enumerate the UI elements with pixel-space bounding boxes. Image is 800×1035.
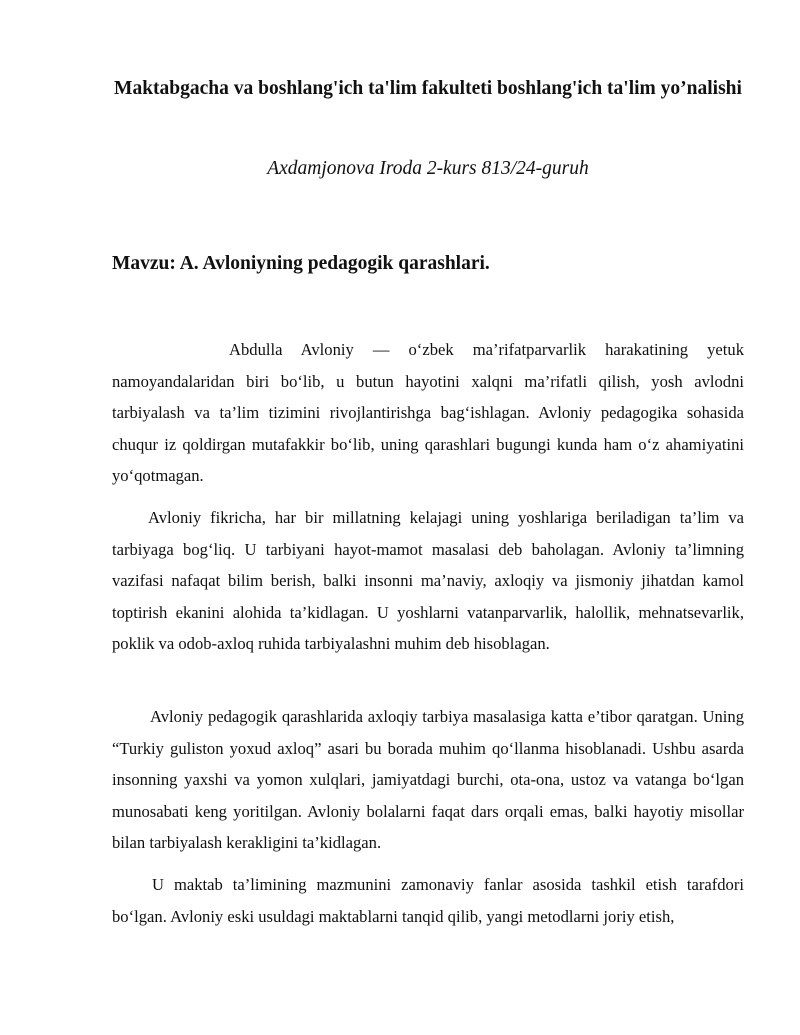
paragraph: Abdulla Avloniy — o‘zbek ma’rifatparvarlik harakatining yetuk namoyandalaridan biri bo‘lib, u butun hayotini xalqni ma’rifatli qilish, yosh avlodni tarbiyalash va ta’lim tizimini rivojlantirishga bag‘ishlagan. Avloniy pedagogika sohasida chuqur iz qoldirgan mutafakkir bo‘lib, uning qarashlari bugungi kunda ham o‘z ahamiyatini yo‘qotmagan. [112, 340, 744, 486]
topic-heading: Mavzu: A. Avloniyning pedagogik qarashlari. [112, 253, 490, 274]
author-line: Axdamjonova Iroda 2-kurs 813/24-guruh [267, 158, 589, 179]
document-title: Maktabgacha va boshlang'ich ta'lim fakulteti boshlang'ich ta'lim yo’nalishi [114, 78, 742, 99]
paragraph: Avloniy fikricha, har bir millatning kelajagi uning yoshlariga beriladigan ta’lim va tarbiyaga bog‘liq. U tarbiyani hayot-mamot masalasi deb baholagan. Avloniy ta’limning vazifasi nafaqat bilim berish, balki insonni ma’naviy, axloqiy va jismoniy jihatdan kamol toptirish ekanini alohida ta’kidlagan. U yoshlarni vatanparvarlik, halollik, mehnatsevarlik, poklik va odob-axloq ruhida tarbiyalashni muhim deb hisoblagan. [112, 508, 744, 654]
paragraph: U maktab ta’limining mazmunini zamonaviy fanlar asosida tashkil etish tarafdori bo‘lgan. Avloniy eski usuldagi maktablarni tanqid qilib, yangi metodlarni joriy etish, [112, 875, 744, 926]
paragraph: Avloniy pedagogik qarashlarida axloqiy tarbiya masalasiga katta e’tibor qaratgan. Uning “Turkiy guliston yoxud axloq” asari bu borada muhim qo‘llanma hisoblanadi. Ushbu asarda insonning yaxshi va yomon xulqlari, jamiyatdagi burchi, ota-ona, ustoz va vatanga bo‘lgan munosabati keng yoritilgan. Avloniy bolalarni faqat dars orqali emas, balki hayotiy misollar bilan tarbiyalash kerakligini ta’kidlagan. [112, 707, 744, 853]
